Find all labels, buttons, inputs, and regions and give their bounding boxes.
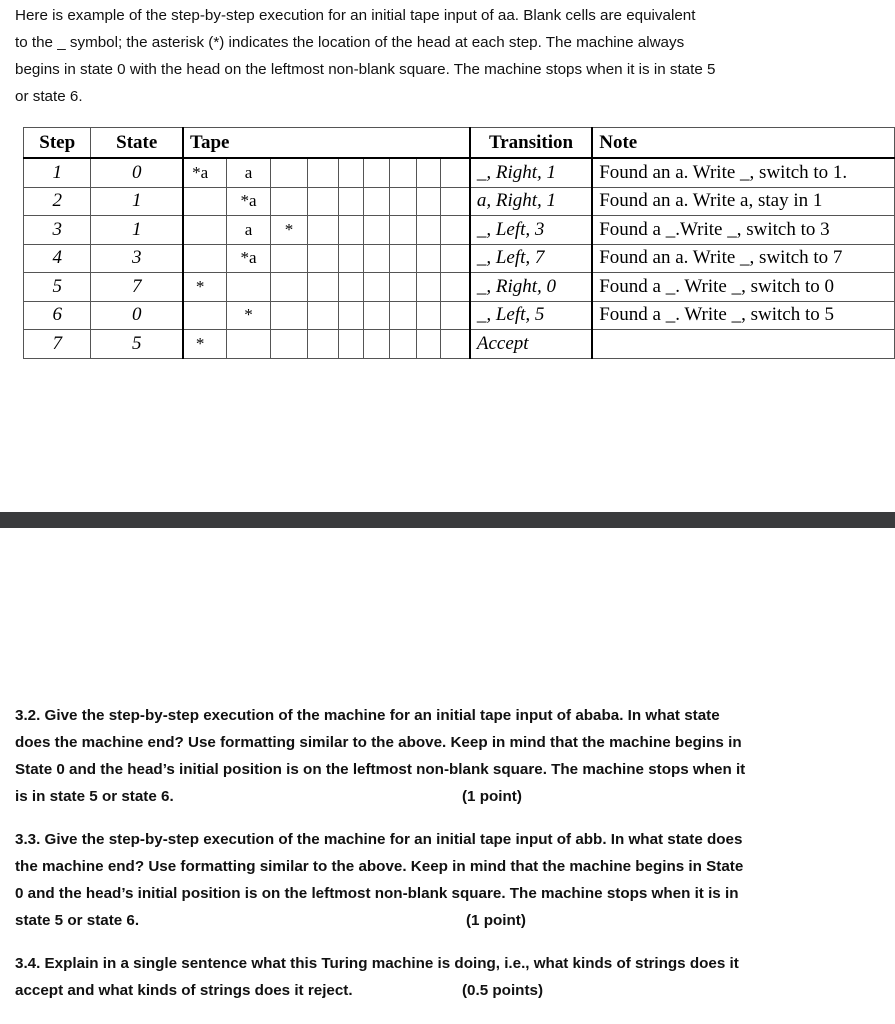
points-label: (1 point) [466,912,526,929]
step-cell: 6 [24,301,91,330]
state-cell: 3 [91,244,183,273]
question-line: is in state 5 or state 6. [15,788,174,805]
tape-cell [417,187,441,216]
tape-cell [440,244,469,273]
tape-cell [389,273,417,302]
tape-cell [389,244,417,273]
points-label: (0.5 points) [462,982,544,999]
state-cell: 7 [91,273,183,302]
table-row [24,244,895,273]
tape-cell [270,301,307,330]
state-cell: 5 [91,330,183,359]
tape-cell [364,244,390,273]
table-row [24,273,895,302]
tape-cell [338,330,364,359]
tape-cell [417,158,441,187]
transition-cell: _, Left, 5 [470,301,592,330]
tape-cell: * [270,216,307,245]
header-tape: Tape [183,128,470,159]
intro-line: begins in state 0 with the head on the leftmost non-blank square. The machine stops when it is in state 5 [15,61,716,78]
table-row [24,301,895,330]
step-cell: 1 [24,158,91,187]
tape-cell [338,187,364,216]
question-line: 0 and the head’s initial position is on the leftmost non-blank square. The machine stops when it is in [15,885,739,902]
tape-cell [389,330,417,359]
tape-cell [364,216,390,245]
tape-cell [308,158,338,187]
intro-line: or state 6. [15,88,83,105]
header-step: Step [24,128,91,159]
question-last-line [15,783,875,810]
state-cell: 0 [91,158,183,187]
tape-cell [338,158,364,187]
tape-cell [338,273,364,302]
tape-cell [440,158,469,187]
tape-cell [227,273,271,302]
note-cell: Found an a. Write a, stay in 1 [592,187,894,216]
tape-cell [389,158,417,187]
tape-cell: * [183,273,227,302]
table-row [24,330,895,359]
question-line: does the machine end? Use formatting similar to the above. Keep in mind that the machine begins in [15,734,742,751]
header-transition: Transition [470,128,592,159]
tape-cell [364,330,390,359]
tape-cell [364,187,390,216]
question-3-3 [15,826,875,934]
question-last-line [15,907,875,934]
note-cell: Found an a. Write _, switch to 1. [592,158,894,187]
question-line: state 5 or state 6. [15,912,140,929]
tape-cell [417,330,441,359]
tape-cell: * [183,330,227,359]
tape-cell [308,187,338,216]
tape-cell: *a [183,158,227,187]
step-cell: 7 [24,330,91,359]
tape-cell [308,273,338,302]
section-divider [0,512,895,528]
question-line: 3.4. Explain in a single sentence what this Turing machine is doing, i.e., what kinds of strings does it [15,955,739,972]
intro-line: Here is example of the step-by-step execution for an initial tape input of aa. Blank cells are equivalent [15,7,696,24]
tape-cell [417,216,441,245]
transition-cell: _, Right, 1 [470,158,592,187]
tape-cell [227,330,271,359]
questions [15,702,875,1020]
tape-cell [440,330,469,359]
tape-cell [270,244,307,273]
execution-table [23,127,895,359]
tape-cell [364,301,390,330]
question-line: State 0 and the head’s initial position is on the leftmost non-blank square. The machine stops when it [15,761,746,778]
step-cell: 3 [24,216,91,245]
tape-cell [417,244,441,273]
tape-cell [440,301,469,330]
note-cell: Found a _. Write _, switch to 5 [592,301,894,330]
tape-cell [417,273,441,302]
tape-cell [308,216,338,245]
tape-cell [440,187,469,216]
note-cell: Found a _.Write _, switch to 3 [592,216,894,245]
table-row [24,216,895,245]
tape-cell [364,158,390,187]
points-label: (1 point) [462,788,522,805]
tape-cell [270,187,307,216]
transition-cell: _, Left, 7 [470,244,592,273]
tape-cell [364,273,390,302]
state-cell: 0 [91,301,183,330]
intro-line: to the _ symbol; the asterisk (*) indicates the location of the head at each step. The machine always [15,34,685,51]
tape-cell: *a [227,187,271,216]
tape-cell [270,273,307,302]
tape-cell [417,301,441,330]
tape-cell [389,301,417,330]
tape-cell [338,244,364,273]
tape-cell [338,216,364,245]
step-cell: 5 [24,273,91,302]
tape-cell [440,273,469,302]
question-line: the machine end? Use formatting similar to the above. Keep in mind that the machine begins in State [15,858,744,875]
tape-cell [183,301,227,330]
question-3-2 [15,702,875,810]
tape-cell [308,330,338,359]
table-row [24,187,895,216]
tape-cell [440,216,469,245]
tape-cell [308,301,338,330]
tape-cell [183,216,227,245]
header-note: Note [592,128,894,159]
note-cell [592,330,894,359]
transition-cell: Accept [470,330,592,359]
tape-cell: *a [227,244,271,273]
tape-cell [338,301,364,330]
tape-cell [308,244,338,273]
table-header-row [24,128,895,159]
question-line: accept and what kinds of strings does it reject. [15,982,353,999]
note-cell: Found a _. Write _, switch to 0 [592,273,894,302]
step-cell: 2 [24,187,91,216]
state-cell: 1 [91,216,183,245]
transition-cell: _, Left, 3 [470,216,592,245]
transition-cell: a, Right, 1 [470,187,592,216]
header-state: State [91,128,183,159]
question-line: 3.3. Give the step-by-step execution of the machine for an initial tape input of abb. In what state does [15,831,743,848]
question-line: 3.2. Give the step-by-step execution of the machine for an initial tape input of ababa. In what state [15,707,720,724]
tape-cell: a [227,216,271,245]
tape-cell [389,187,417,216]
step-cell: 4 [24,244,91,273]
note-cell: Found an a. Write _, switch to 7 [592,244,894,273]
tape-cell [389,216,417,245]
intro-paragraph [15,2,875,110]
tape-cell [270,158,307,187]
table-row [24,158,895,187]
tape-cell: a [227,158,271,187]
tape-cell [183,244,227,273]
question-3-4 [15,950,875,1004]
transition-cell: _, Right, 0 [470,273,592,302]
tape-cell [183,187,227,216]
state-cell: 1 [91,187,183,216]
tape-cell: * [227,301,271,330]
tape-cell [270,330,307,359]
question-last-line [15,977,875,1004]
